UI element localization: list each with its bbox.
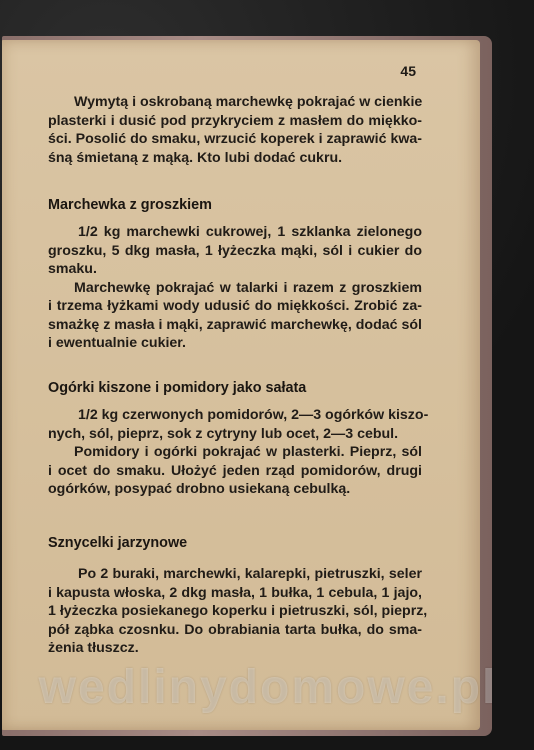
recipe-body	[48, 223, 422, 353]
text-line: Pomidory i ogórki pokrajać w plasterki. Pieprz, sól	[74, 444, 422, 460]
text-line: Wymytą i oskrobaną marchewkę pokrajać w cienkie	[74, 94, 423, 110]
text-line: i trzema łyżkami wody udusić do miękkości. Zrobić za-	[48, 298, 422, 314]
text-line: groszku, 5 dkg masła, 1 łyżeczka mąki, sól i cukier do	[48, 242, 422, 259]
text-line: śną śmietaną z mąką. Kto lubi dodać cukru.	[48, 149, 343, 166]
text-line: 1/2 kg marchewki cukrowej, 1 szklanka zielonego	[78, 224, 422, 240]
recipe-body	[48, 565, 428, 658]
page-number: 45	[400, 63, 416, 79]
intro-paragraph	[48, 93, 422, 167]
text-line: 1 łyżeczka posiekanego koperku i pietruszki, sól, pieprz,	[48, 603, 428, 619]
text-line: ogórków, posypać drobno usiekaną cebulką.	[48, 481, 351, 497]
text-line: 1/2 kg czerwonych pomidorów, 2—3 ogórków kiszo-	[78, 407, 429, 423]
text-line: Po 2 buraki, marchewki, kalarepki, pietruszki, seler	[78, 566, 422, 582]
text-line: nych, sól, pieprz, sok z cytryny lub ocet, 2—3 cebul.	[48, 425, 399, 442]
text-line: smaku.	[48, 261, 97, 277]
watermark: wedlinydomowe.pl	[38, 661, 498, 714]
text-line: pół ząbka czosnku. Do obrabiania tarta bułka, do sma-	[48, 621, 422, 638]
recipe-title: Sznycelki jarzynowe	[48, 535, 188, 551]
text-line: żenia tłuszcz.	[48, 640, 139, 656]
text-line: Marchewkę pokrajać w talarki i razem z groszkiem	[74, 279, 422, 296]
text-line: i ewentualnie cukier.	[48, 335, 186, 351]
recipe-title: Marchewka z groszkiem	[48, 197, 212, 213]
recipe-body	[48, 406, 429, 499]
text-line: ści. Posolić do smaku, wrzucić koperek i zaprawić kwa-	[48, 131, 422, 147]
text-line: smażkę z masła i mąki, zaprawić marchewkę, dodać sól	[48, 316, 422, 333]
book-page	[2, 40, 480, 730]
text-line: i kapusta włoska, 2 dkg masła, 1 bułka, 1 cebula, 1 jajo,	[48, 584, 422, 601]
recipe-title: Ogórki kiszone i pomidory jako sałata	[48, 380, 307, 396]
text-line: i ocet do smaku. Ułożyć jeden rząd pomidorów, drugi	[48, 462, 422, 479]
text-line: plasterki i dusić pod przykryciem z masłem do miękko-	[48, 112, 422, 129]
